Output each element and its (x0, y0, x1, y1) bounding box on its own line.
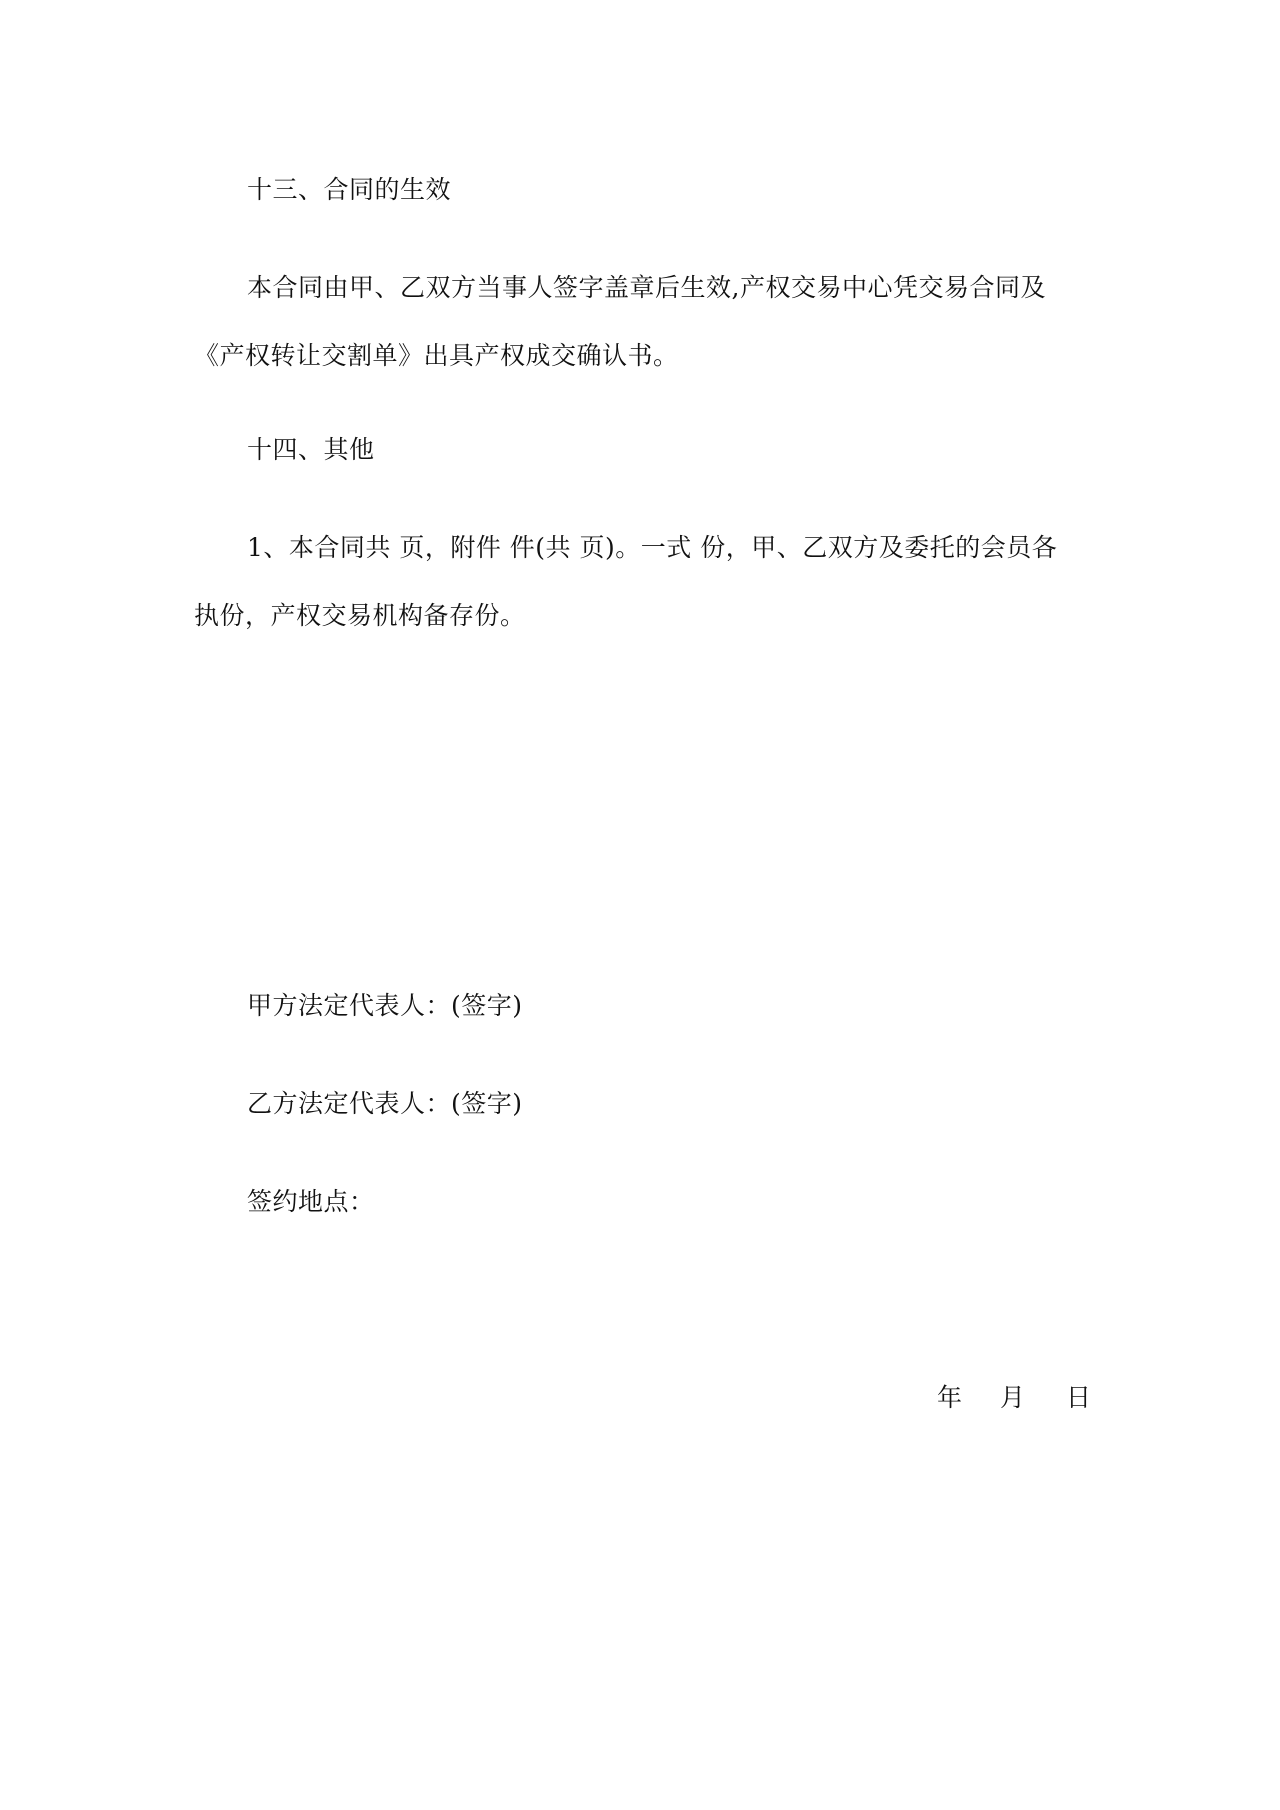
date-day-label: 日 (1066, 1383, 1092, 1412)
section-14-text-line-2: 执份，产权交易机构备存份。 (194, 601, 526, 630)
section-14-heading: 十四、其他 (247, 435, 375, 464)
signing-place-line: 签约地点： (247, 1187, 375, 1216)
date-month-label: 月 (1000, 1383, 1026, 1412)
section-13-text-line-1: 本合同由甲、乙双方当事人签字盖章后生效,产权交易中心凭交易合同及 (247, 273, 1046, 302)
section-14-text-line-1: 1、本合同共 页，附件 件(共 页)。一式 份，甲、乙双方及委托的会员各 (247, 533, 1058, 562)
section-13-heading: 十三、合同的生效 (247, 175, 452, 204)
party-a-signature-line: 甲方法定代表人：(签字) (247, 991, 523, 1020)
date-year-label: 年 (937, 1383, 963, 1412)
party-b-signature-line: 乙方法定代表人：(签字) (247, 1089, 523, 1118)
section-13-text-line-2: 《产权转让交割单》出具产权成交确认书。 (194, 341, 679, 370)
